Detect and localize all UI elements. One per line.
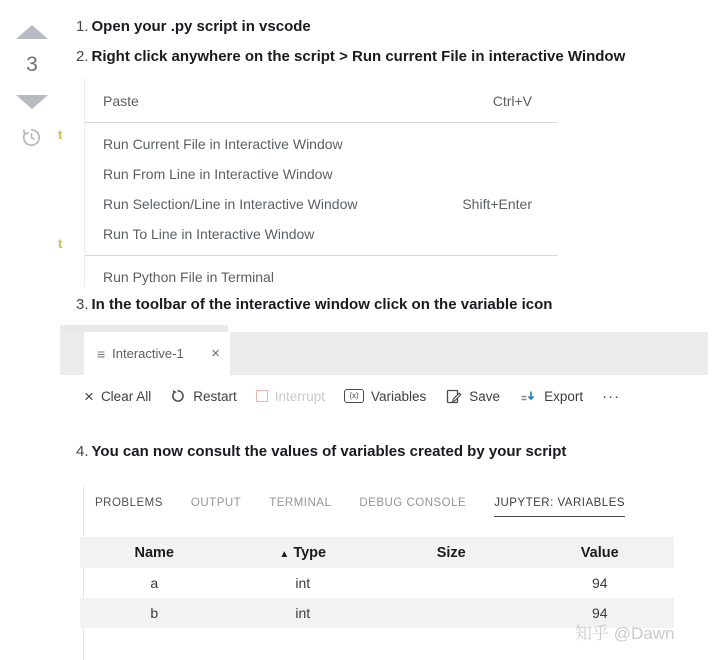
more-actions-button[interactable] (602, 388, 620, 405)
save-icon (445, 388, 462, 405)
editor-code-fragment: t (58, 236, 63, 251)
restart-button[interactable] (170, 388, 237, 404)
step-number: 4. (76, 443, 89, 460)
cell-type: int (295, 605, 311, 621)
panel-tab-bar (95, 497, 625, 517)
variables-table (80, 537, 674, 628)
interrupt-icon (256, 390, 268, 402)
cell-name: b (150, 605, 159, 621)
interactive-window-toolbar (60, 375, 708, 417)
menu-item-label: Run Selection/Line in Interactive Window (103, 196, 358, 212)
cell-value: 94 (591, 605, 608, 621)
variables-button[interactable] (344, 389, 426, 404)
menu-item-label: Run To Line in Interactive Window (103, 226, 315, 242)
editor-tab-strip (60, 332, 708, 375)
save-label: Save (469, 388, 501, 404)
tab-problems[interactable]: PROBLEMS (95, 497, 163, 509)
cell-value: 94 (591, 575, 608, 591)
restart-icon (170, 388, 186, 404)
screenshot-edge-fragment (60, 325, 228, 332)
menu-item-run-current-file[interactable] (85, 129, 558, 159)
zhihu-watermark: 知乎 @Dawn (575, 624, 675, 643)
save-button[interactable] (445, 388, 500, 405)
tab-interactive-1[interactable] (84, 332, 230, 375)
editor-context-menu (84, 78, 558, 287)
step-number: 3. (76, 296, 89, 313)
more-icon: ··· (602, 387, 621, 405)
step-number: 1. (76, 18, 89, 35)
clear-icon: × (84, 386, 94, 406)
vote-count: 3 (26, 53, 38, 76)
upvote-arrow-icon[interactable] (16, 25, 48, 39)
clear-all-label: Clear All (100, 388, 152, 404)
export-button[interactable] (519, 388, 583, 405)
interrupt-button[interactable] (256, 389, 325, 404)
menu-item-run-selection-line[interactable] (85, 189, 558, 219)
menu-item-label: Run Current File in Interactive Window (103, 136, 343, 152)
export-icon (519, 388, 537, 405)
tab-jupyter-variables[interactable]: JUPYTER: VARIABLES (494, 497, 625, 517)
step-2 (76, 48, 625, 65)
tab-debug-console[interactable]: DEBUG CONSOLE (359, 497, 467, 509)
menu-item-run-from-line[interactable] (85, 159, 558, 189)
clear-all-button[interactable] (84, 388, 151, 405)
column-header-name[interactable]: Name (134, 544, 174, 561)
menu-item-run-to-line[interactable] (85, 219, 558, 249)
tab-terminal[interactable]: TERMINAL (269, 497, 332, 509)
restart-label: Restart (193, 388, 237, 404)
tab-output[interactable]: OUTPUT (190, 497, 242, 509)
tab-close-icon[interactable]: × (211, 345, 220, 362)
menu-item-label: Run Python File in Terminal (103, 269, 274, 285)
step-text: In the toolbar of the interactive window click on the variable icon (91, 296, 553, 313)
interrupt-label: Interrupt (274, 388, 326, 404)
export-label: Export (544, 388, 584, 404)
menu-item-run-python-file-terminal[interactable] (85, 262, 558, 287)
table-row[interactable] (80, 568, 674, 598)
column-header-value[interactable]: Value (580, 544, 619, 561)
step-4 (76, 443, 566, 460)
table-header-row (80, 537, 674, 568)
tab-label: Interactive-1 (112, 346, 184, 361)
menu-item-shortcut: Ctrl+V (492, 93, 532, 109)
downvote-arrow-icon[interactable] (16, 95, 48, 109)
cell-type: int (295, 575, 311, 591)
history-icon[interactable] (19, 125, 45, 151)
menu-item-paste[interactable] (85, 86, 558, 116)
step-text: You can now consult the values of variables created by your script (91, 443, 567, 460)
editor-code-fragment: t (58, 127, 63, 142)
variables-icon: (x) (344, 389, 364, 403)
variables-label: Variables (371, 388, 427, 404)
cell-name: a (150, 575, 159, 591)
menu-item-label: Run From Line in Interactive Window (103, 166, 333, 182)
interactive-window-icon: ≡ (97, 345, 106, 362)
menu-divider (85, 255, 558, 256)
step-text: Open your .py script in vscode (91, 18, 311, 35)
step-3 (76, 296, 552, 313)
menu-divider (85, 122, 558, 123)
column-header-type[interactable]: ▲ Type (279, 544, 327, 561)
menu-item-label: Paste (103, 93, 139, 109)
sort-ascending-icon: ▲ (279, 548, 290, 560)
step-text: Right click anywhere on the script > Run current File in interactive Window (91, 48, 626, 65)
column-header-size[interactable]: Size (436, 544, 466, 561)
step-1 (76, 18, 311, 35)
step-number: 2. (76, 48, 89, 65)
menu-item-shortcut: Shift+Enter (462, 196, 532, 212)
interactive-window (60, 332, 708, 417)
